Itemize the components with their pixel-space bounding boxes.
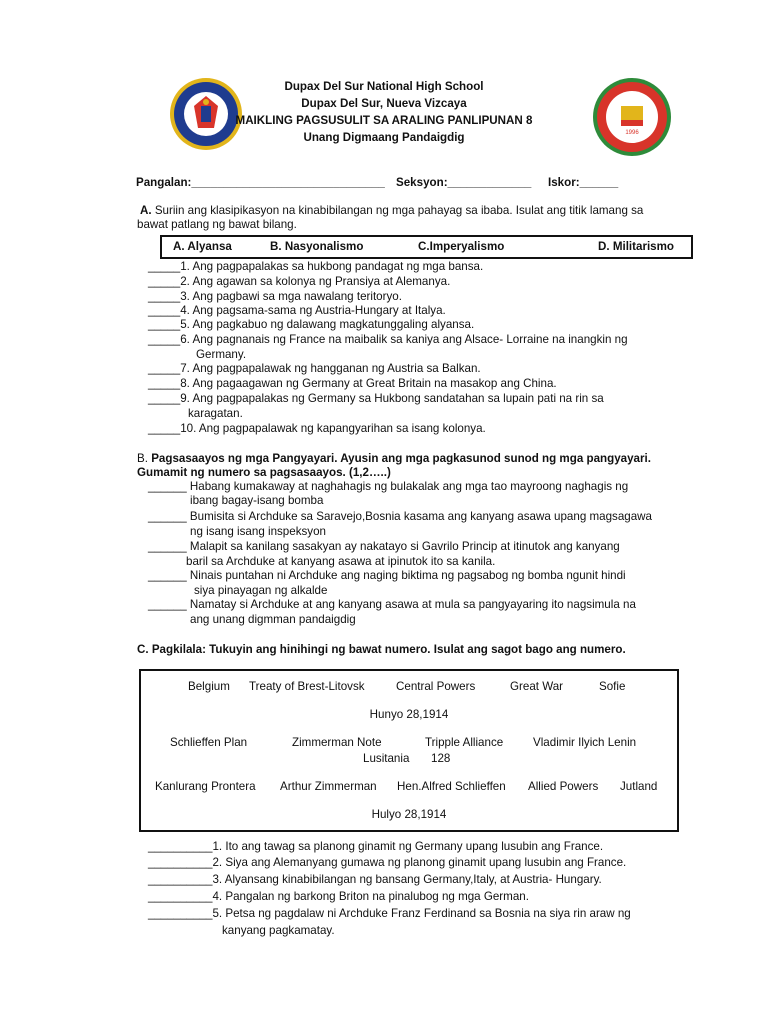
part-b-item-2[interactable]: ______ Bumisita si Archduke sa Saravejo,Bosnia kasama ang kanyang asawa upang magsagawa <box>148 510 652 523</box>
bank-sofie: Sofie <box>599 680 626 693</box>
choice-a: A. Alyansa <box>173 240 232 253</box>
part-b-item-4-cont: siya pinayagan ng alkalde <box>194 584 328 597</box>
part-c-item-3[interactable]: __________3. Alyansang kinabibilangan ng bansang Germany,Italy, at Austria- Hungary. <box>148 873 602 886</box>
bank-lusitania: Lusitania <box>363 752 410 765</box>
choice-d: D. Militarismo <box>598 240 675 253</box>
part-c-item-4[interactable]: __________4. Pangalan ng barkong Briton na pinalubog ng mga German. <box>148 890 529 903</box>
part-a-item-6[interactable]: _____6. Ang pagnanais ng France na maibalik sa kaniya ang Alsace- Lorraine na inangkin ng <box>148 333 628 346</box>
part-b-item-4[interactable]: ______ Ninais puntahan ni Archduke ang naging biktima ng pagsabog ng bomba ngunit hindi <box>148 569 626 582</box>
part-c-item-5[interactable]: __________5. Petsa ng pagdalaw ni Archduke Franz Ferdinand sa Bosnia na siya rin araw ng <box>148 907 631 920</box>
seal-year: 1996 <box>625 130 639 136</box>
name-field[interactable]: Pangalan:______________________________ <box>136 176 385 189</box>
bank-schlieffen: Hen.Alfred Schlieffen <box>397 780 506 793</box>
part-a-item-5[interactable]: _____5. Ang pagkabuo ng dalawang magkatunggaling alyansa. <box>148 318 475 331</box>
part-a-item-3[interactable]: _____3. Ang pagbawi sa mga nawalang teritoryo. <box>148 290 402 303</box>
part-b-heading-text: Pagsasaayos ng mga Pangyayari. Ayusin ang mga pagkasunod sunod ng mga pangyayari. <box>151 452 651 465</box>
bank-allied-powers: Allied Powers <box>528 780 599 793</box>
part-c-item-5-cont: kanyang pagkamatay. <box>222 924 335 937</box>
bank-jutland: Jutland <box>620 780 658 793</box>
part-a-instruction-2: bawat patlang ng bawat bilang. <box>137 218 297 231</box>
part-b-item-3[interactable]: ______ Malapit sa kanilang sasakyan ay nakatayo si Gavrilo Princip at itinutok ang kanyang <box>148 540 620 553</box>
bank-schlieffen-plan: Schlieffen Plan <box>170 736 248 749</box>
part-b-item-2-cont: ng isang isang inspeksyon <box>190 525 326 538</box>
exam-title: MAIKLING PAGSUSULIT SA ARALING PANLIPUNAN 8 <box>235 114 533 127</box>
part-b-heading-2: Gumamit ng numero sa pagsasaayos. (1,2…..) <box>137 466 391 479</box>
bank-belgium: Belgium <box>188 680 230 693</box>
bank-lenin: Vladimir Ilyich Lenin <box>533 736 637 749</box>
part-a-letter: A. <box>140 204 152 217</box>
part-a-instruction-1 <box>140 204 643 217</box>
bank-tripple-alliance: Tripple Alliance <box>425 736 504 749</box>
part-a-item-2[interactable]: _____2. Ang agawan sa kolonya ng Pransiya at Alemanya. <box>148 275 451 288</box>
part-a-item-8[interactable]: _____8. Ang pagaagawan ng Germany at Great Britain na masakop ang China. <box>148 377 557 390</box>
score-field[interactable]: Iskor:______ <box>548 176 619 189</box>
part-a-item-6-cont: Germany. <box>196 348 247 361</box>
part-a-item-9[interactable]: _____9. Ang pagpapalakas ng Germany sa Hukbong sandatahan sa lupain pati na rin sa <box>148 392 604 405</box>
bank-central-powers: Central Powers <box>396 680 476 693</box>
choice-c: C.Imperyalismo <box>418 240 505 253</box>
part-b-item-5[interactable]: ______ Namatay si Archduke at ang kanyang asawa at mula sa pangyayaring ito nagsimula na <box>148 598 636 611</box>
school-seal <box>591 76 673 158</box>
school-location: Dupax Del Sur, Nueva Vizcaya <box>301 97 467 110</box>
bank-kanlurang-prontera: Kanlurang Prontera <box>155 780 256 793</box>
part-b-item-3-cont: baril sa Archduke at kanyang asawa at ipinutok ito sa kanila. <box>186 555 496 568</box>
part-a-item-7[interactable]: _____7. Ang pagpapalawak ng hangganan ng Austria sa Balkan. <box>148 362 481 375</box>
part-b-heading-1 <box>137 452 651 465</box>
bank-128: 128 <box>431 752 451 765</box>
part-c-heading: C. Pagkilala: Tukuyin ang hinihingi ng bawat numero. Isulat ang sagot bago ang numero. <box>137 643 626 656</box>
part-a-item-1[interactable]: _____1. Ang pagpapalakas sa hukbong pandagat ng mga bansa. <box>148 260 484 273</box>
bank-hulyo: Hulyo 28,1914 <box>371 808 447 821</box>
part-b-item-1-cont: ibang bagay-isang bomba <box>190 494 324 507</box>
part-c-item-1[interactable]: __________1. Ito ang tawag sa planong ginamit ng Germany upang lusubin ang France. <box>148 840 604 853</box>
section-field[interactable]: Seksyon:_____________ <box>396 176 532 189</box>
part-a-item-9-cont: karagatan. <box>188 407 243 420</box>
part-b-prefix: B. <box>137 452 152 465</box>
part-b-item-5-cont: ang unang digmman pandaigdig <box>190 613 356 626</box>
bank-hunyo: Hunyo 28,1914 <box>369 708 449 721</box>
bank-treaty: Treaty of Brest-Litovsk <box>249 680 365 693</box>
part-a-instruction-text: Suriin ang klasipikasyon na kinabibilangan ng mga pahayag sa ibaba. Isulat ang titik lamang sa <box>151 204 644 217</box>
bank-arthur-zimmerman: Arthur Zimmerman <box>280 780 377 793</box>
choice-b: B. Nasyonalismo <box>270 240 364 253</box>
school-name: Dupax Del Sur National High School <box>284 80 484 93</box>
part-b-item-1[interactable]: ______ Habang kumakaway at naghahagis ng bulakalak ang mga tao mayroong naghagis ng <box>148 480 629 493</box>
part-c-item-2[interactable]: __________2. Siya ang Alemanyang gumawa ng planong ginamit upang lusubin ang France. <box>148 856 627 869</box>
bank-zimmerman-note: Zimmerman Note <box>292 736 382 749</box>
part-a-item-4[interactable]: _____4. Ang pagsama-sama ng Austria-Hungary at Italya. <box>148 304 446 317</box>
deped-seal <box>168 76 244 152</box>
bank-great-war: Great War <box>510 680 564 693</box>
part-a-item-10[interactable]: _____10. Ang pagpapalawak ng kapangyarihan sa isang kolonya. <box>148 422 486 435</box>
exam-topic: Unang Digmaang Pandaigdig <box>303 131 465 144</box>
